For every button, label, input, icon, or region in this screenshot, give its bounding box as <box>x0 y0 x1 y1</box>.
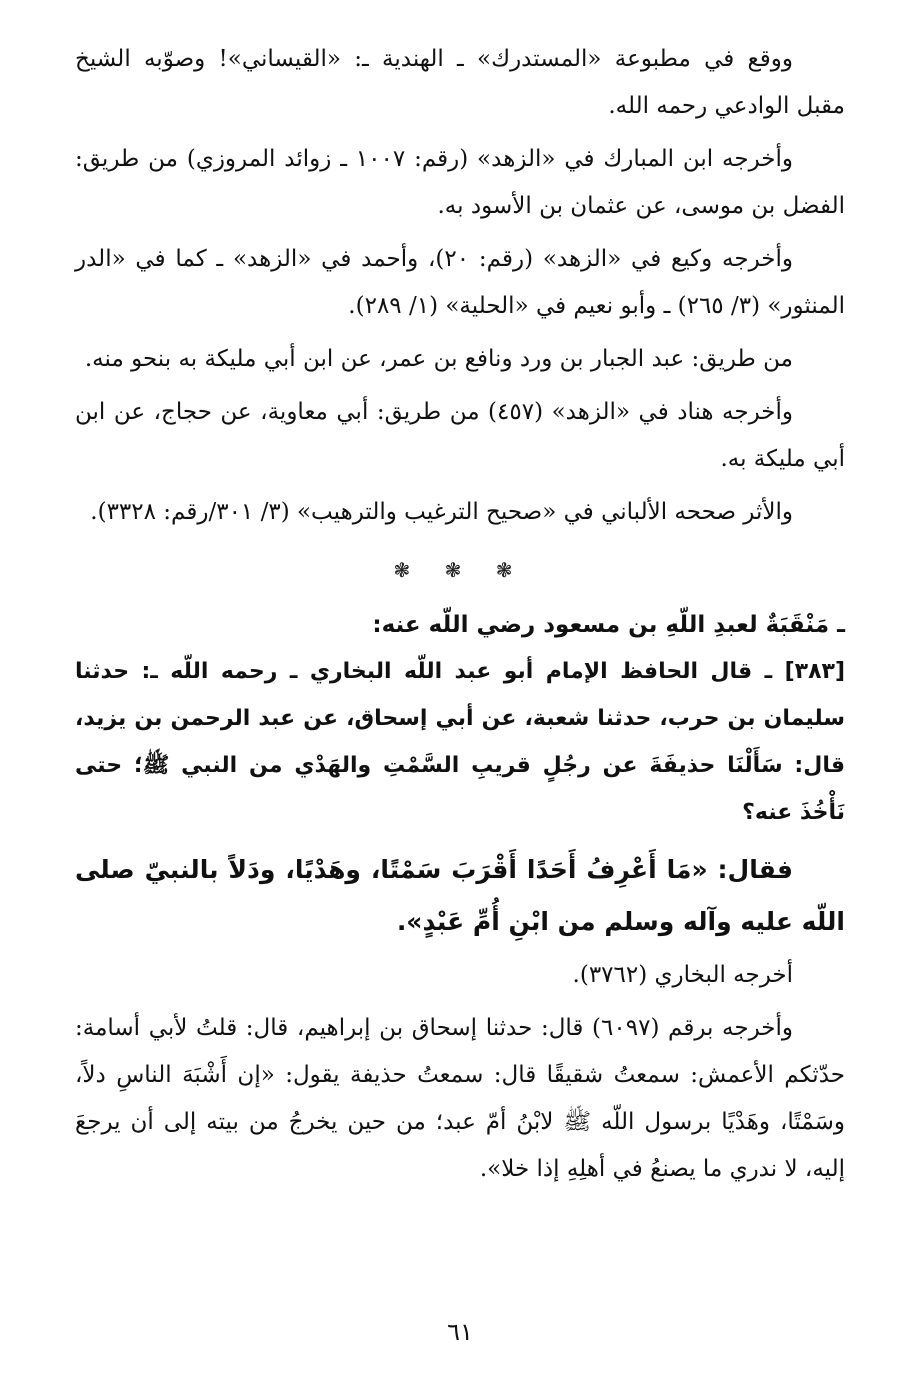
section-heading: ـ مَنْقَبَةٌ لعبدِ اللّهِ بن مسعود رضي اللّه عنه: <box>372 612 845 638</box>
page-number: ٦١ <box>447 1318 473 1346</box>
paragraph-waki-ahmad: وأخرجه وكيع في «الزهد» (رقم: ٢٠)، وأحمد في «الزهد» ـ كما في «الدر المنثور» (٣/ ٢٦٥) ـ وأبو نعيم في «الحلية» (١/ ٢٨٩). <box>75 246 845 319</box>
takhrij-bukhari: أخرجه البخاري (٣٧٦٢). <box>572 962 793 988</box>
paragraph-correction-note: ووقع في مطبوعة «المستدرك» ـ الهندية ـ: «القيساني»! وصوّبه الشيخ مقبل الوادعي رحمه الله. <box>75 46 845 119</box>
section-separator: ❃ ❃ ❃ <box>393 558 527 582</box>
hadith-isnad: [٣٨٣] ـ قال الحافظ الإمام أبو عبد اللّه البخاري ـ رحمه اللّه ـ: حدثنا سليمان بن حرب، حدثنا شعبة، عن أبي إسحاق، عن عبد الرحمن بن يزيد، قال: سَأَلْنَا حذيفَةَ عن رجُلٍ قريبِ السَّمْتِ والهَدْي من النبي ﷺ؛ حتى نَأْخُذَ عنه؟ <box>75 659 845 825</box>
paragraph-ibn-mubarak: وأخرجه ابن المبارك في «الزهد» (رقم: ١٠٠٧ ـ زوائد المروزي) من طريق: الفضل بن موسى، عن عثمان بن الأسود به. <box>75 146 845 219</box>
paragraph-albani: والأثر صححه الألباني في «صحيح الترغيب والترهيب» (٣/ ٣٠١/رقم: ٣٣٢٨). <box>90 499 793 525</box>
page-body <box>75 30 845 1199</box>
paragraph-hannad: وأخرجه هناد في «الزهد» (٤٥٧) من طريق: أبي معاوية، عن حجاج، عن ابن أبي مليكة به. <box>75 399 845 472</box>
hadith-matn: فقال: «مَا أَعْرِفُ أَحَدًا أَقْرَبَ سَمْتًا، وهَدْيًا، ودَلاً بالنبيّ صلى اللّه عليه وآله وسلم من ابْنِ أُمِّ عَبْدٍ». <box>75 855 845 936</box>
takhrij-second-narration: وأخرجه برقم (٦٠٩٧) قال: حدثنا إسحاق بن إبراهيم، قال: قلتُ لأبي أسامة: حدّثكم الأعمش: سمعتُ شقيقًا قال: سمعتُ حذيفة يقول: «إن أَشْبَهَ الناسِ دلاً، وسَمْتًا، وهَدْيًا برسول اللّه ﷺ لابْنُ أمّ عبد؛ من حين يخرجُ من بيته إلى أن يرجعَ إليه، لا ندري ما يصنعُ في أهلِهِ إذا خلا». <box>75 1015 845 1182</box>
paragraph-route: من طريق: عبد الجبار بن ورد ونافع بن عمر، عن ابن أبي مليكة به بنحو منه. <box>84 346 793 372</box>
